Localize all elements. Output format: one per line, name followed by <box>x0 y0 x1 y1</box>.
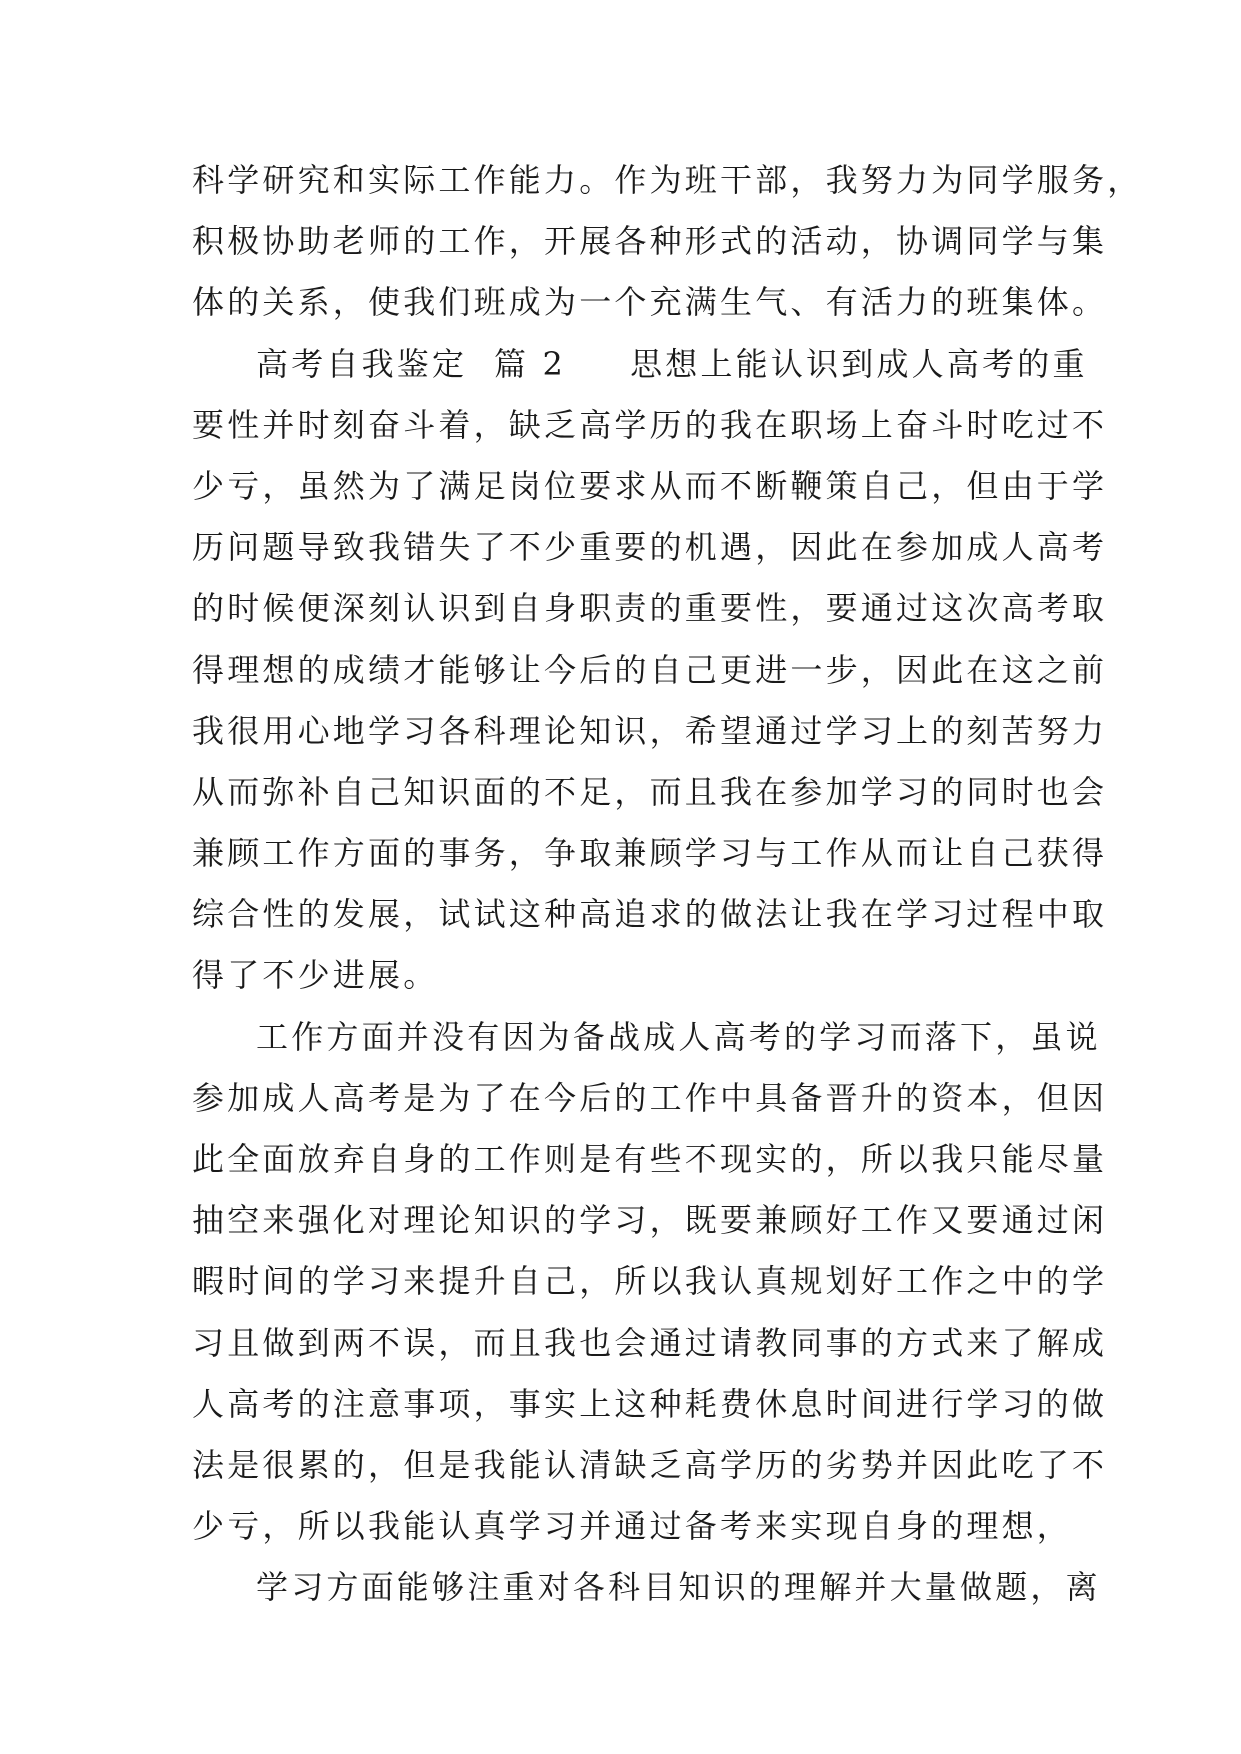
text-line: 的时候便深刻认识到自身职责的重要性，要通过这次高考取 <box>192 589 1108 628</box>
text-line: 积极协助老师的工作，开展各种形式的活动，协调同学与集 <box>192 222 1108 261</box>
paragraph-start-line: 学习方面能够注重对各科目知识的理解并大量做题，离 <box>256 1568 1101 1607</box>
text-line: 参加成人高考是为了在今后的工作中具备晋升的资本，但因 <box>192 1078 1108 1117</box>
text-line: 历问题导致我错失了不少重要的机遇，因此在参加成人高考 <box>192 528 1108 567</box>
text-line: 少亏，虽然为了满足岗位要求从而不断鞭策自己，但由于学 <box>192 466 1108 505</box>
document-body <box>192 150 1143 1619</box>
text-line: 抽空来强化对理论知识的学习，既要兼顾好工作又要通过闲 <box>192 1201 1108 1240</box>
text-line: 科学研究和实际工作能力。作为班干部，我努力为同学服务， <box>192 161 1143 199</box>
text-line: 综合性的发展，试试这种高追求的做法让我在学习过程中取 <box>192 895 1108 934</box>
text-line: 暇时间的学习来提升自己，所以我认真规划好工作之中的学 <box>192 1262 1108 1301</box>
section-heading: 高考自我鉴定 篇 2 <box>256 344 567 383</box>
text-line: 从而弥补自己知识面的不足，而且我在参加学习的同时也会 <box>192 772 1108 811</box>
text-line: 此全面放弃自身的工作则是有些不现实的，所以我只能尽量 <box>192 1140 1108 1178</box>
paragraph-start-line: 工作方面并没有因为备战成人高考的学习而落下，虽说 <box>256 1017 1101 1056</box>
text-line: 得理想的成绩才能够让今后的自己更进一步，因此在这之前 <box>192 650 1108 689</box>
text-line: 习且做到两不误，而且我也会通过请教同事的方式来了解成 <box>192 1323 1108 1362</box>
section-first-text: 思想上能认识到成人高考的重 <box>630 344 1088 383</box>
text-line: 要性并时刻奋斗着，缺乏高学历的我在职场上奋斗时吃过不 <box>192 405 1108 444</box>
text-line: 人高考的注意事项，事实上这种耗费休息时间进行学习的做 <box>192 1384 1108 1423</box>
section-heading-line <box>192 334 1088 395</box>
text-line: 我很用心地学习各科理论知识，希望通过学习上的刻苦努力 <box>192 711 1108 750</box>
text-line: 体的关系，使我们班成为一个充满生气、有活力的班集体。 <box>192 283 1108 322</box>
text-line: 得了不少进展。 <box>192 956 439 995</box>
text-line: 兼顾工作方面的事务，争取兼顾学习与工作从而让自己获得 <box>192 834 1108 873</box>
text-line: 少亏，所以我能认真学习并通过备考来实现自身的理想， <box>192 1507 1073 1546</box>
text-line: 法是很累的，但是我能认清缺乏高学历的劣势并因此吃了不 <box>192 1445 1108 1484</box>
